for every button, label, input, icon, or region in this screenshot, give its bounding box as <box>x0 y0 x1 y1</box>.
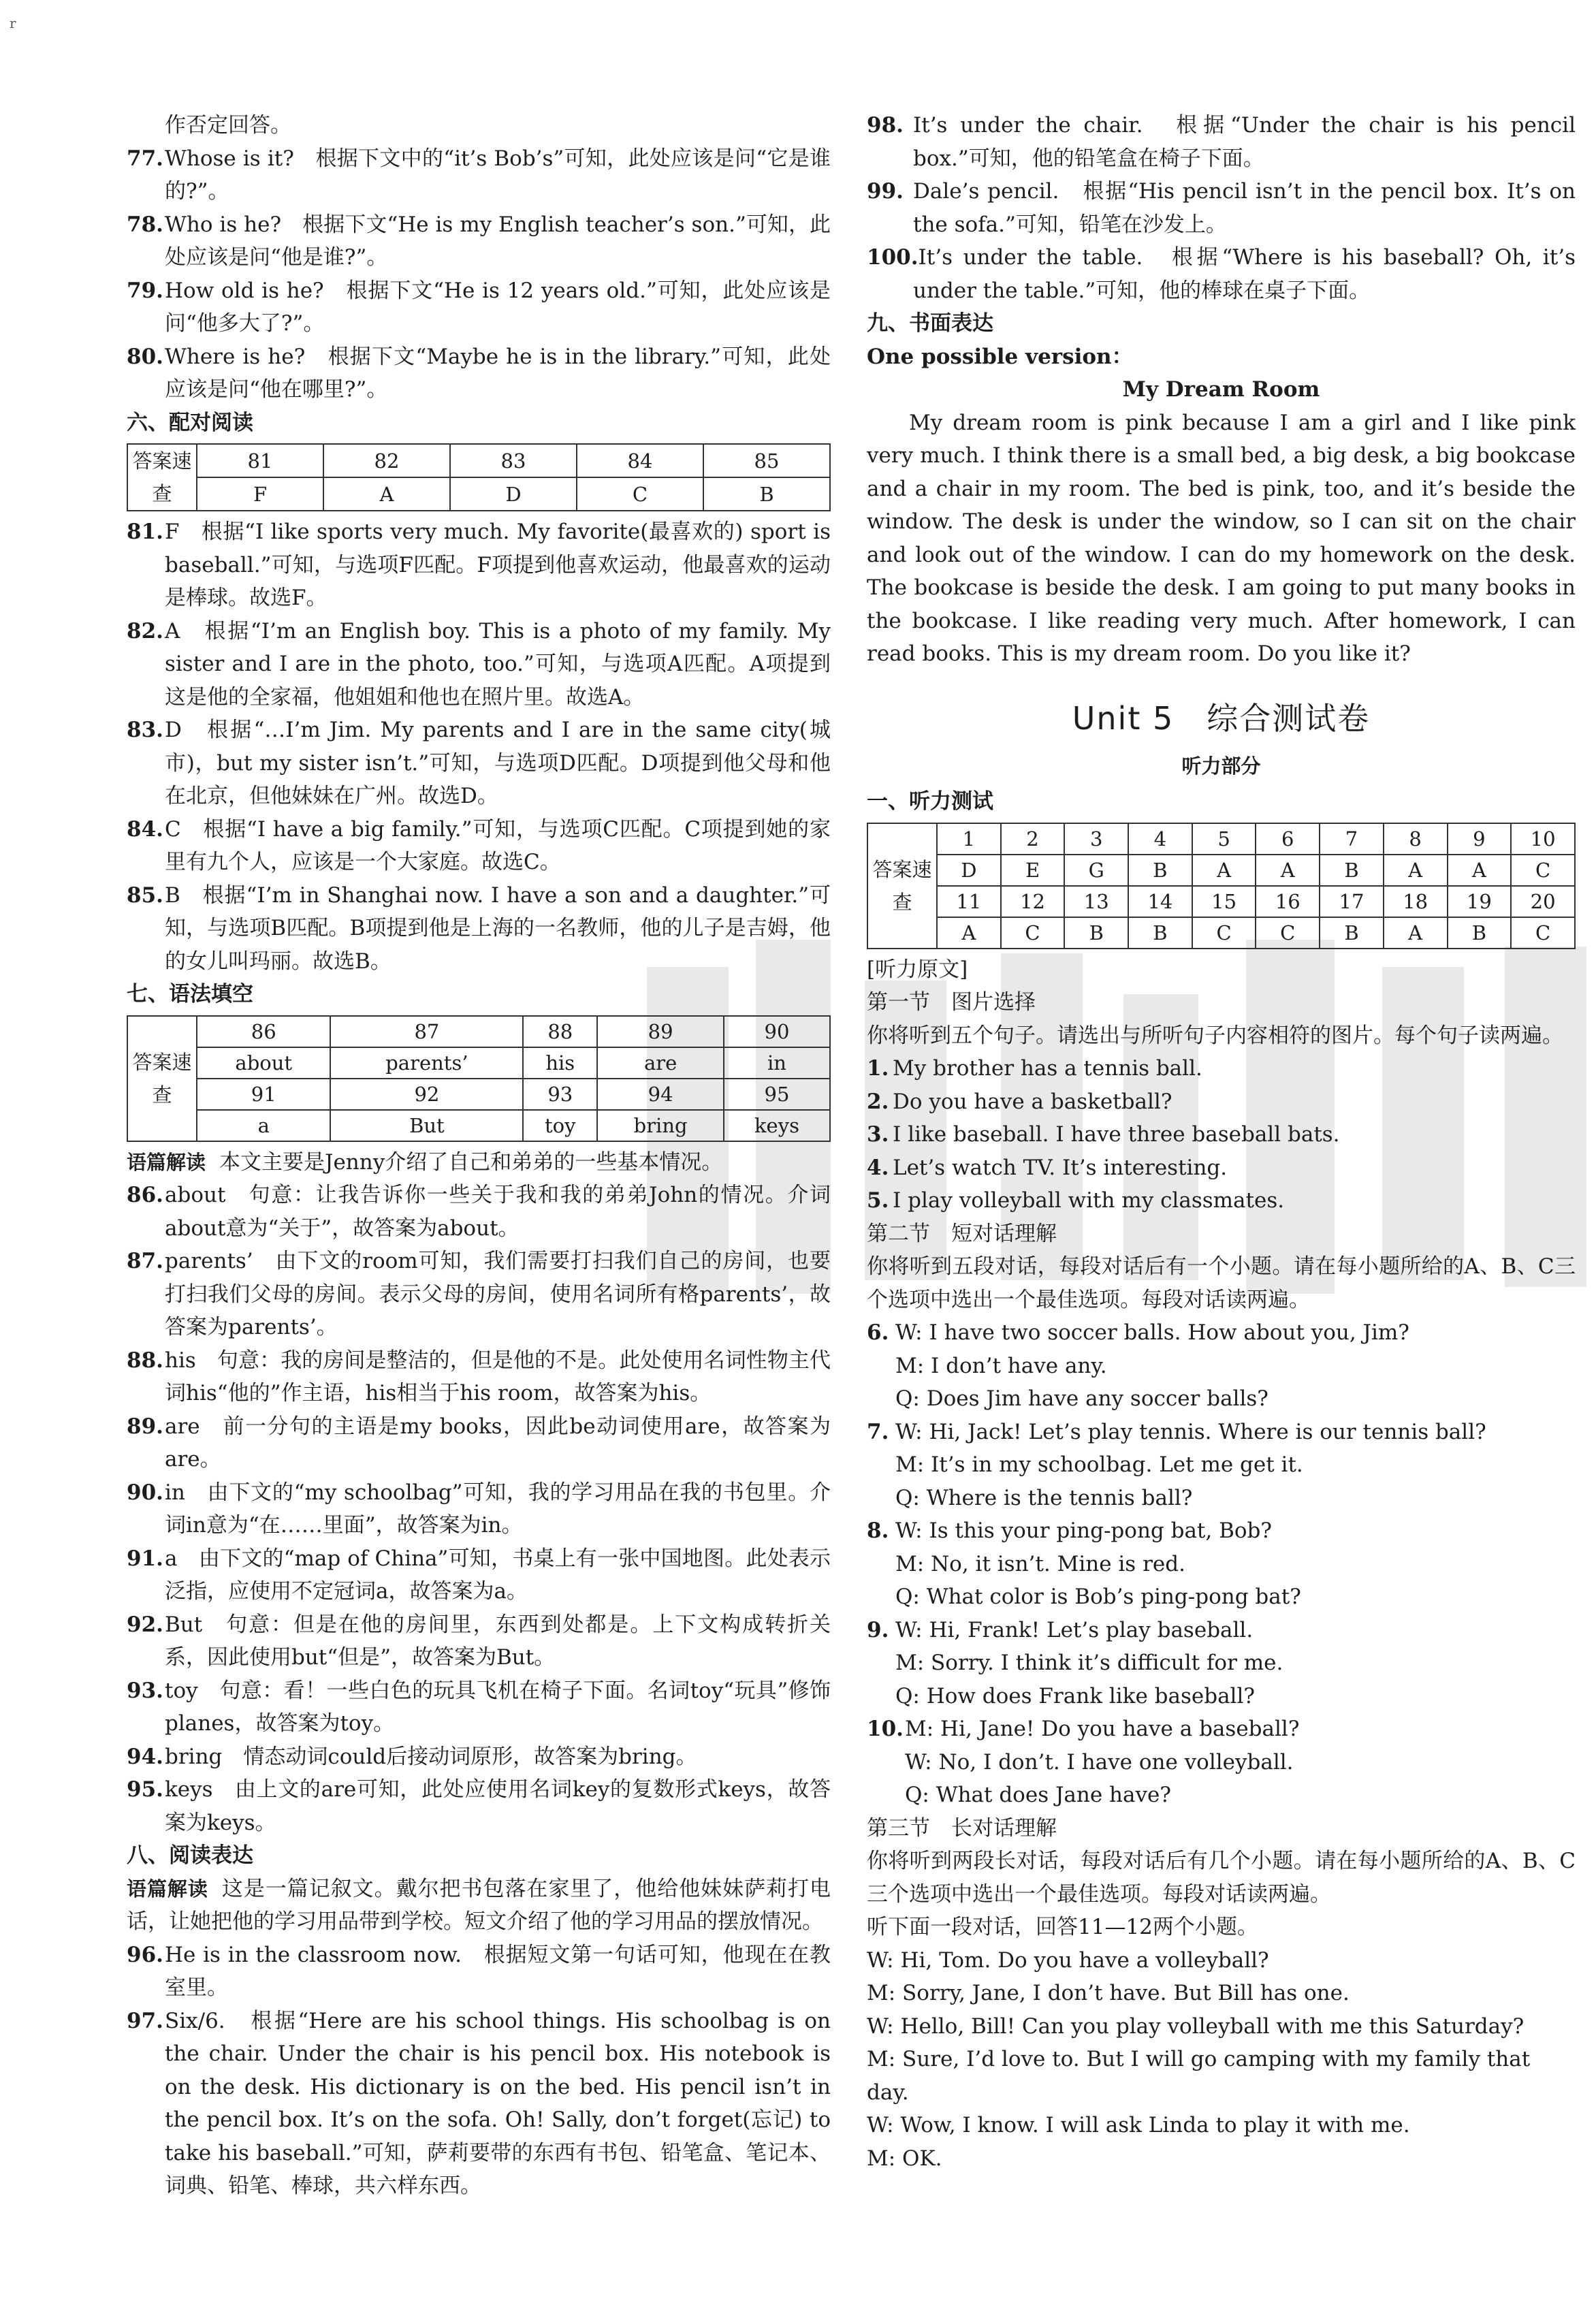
part3-dialog <box>867 1944 1576 2176</box>
item-number: 100. <box>867 245 919 270</box>
essay-text: My dream room is pink because I am a girl and I like pink very much. I think there is a small bed, a big desk, a big bookcase and a chair in my room. The bed is pink, too, and it’s beside the window. The desk is under the window, so I can sit on the chair and look out of the window. I can do my homework on the desk. The bookcase is beside the desk. I am going to put many books in the bookcase. I like reading very much. After homework, I can read books. This is my dream room. Do you like it? <box>867 410 1576 666</box>
list-item <box>127 1344 831 1410</box>
passage-summary-8 <box>127 1873 831 1939</box>
q77-80-list <box>127 142 831 407</box>
table-cell: B <box>1448 917 1512 949</box>
part2-instructions: 你将听到五段对话，每段对话后有一个小题。请在每小题所给的A、B、C三个选项中选出一个最佳选项。每段对话读两遍。 <box>867 1254 1576 1312</box>
table-cell: 13 <box>1064 886 1128 917</box>
item-number: 83. <box>127 718 163 742</box>
continued-text: 作否定回答。 <box>165 113 291 138</box>
table-cell: A <box>1384 917 1448 949</box>
item-text: keys 由上文的are可知，此处应使用名词key的复数形式keys，故答案为keys。 <box>165 1777 831 1835</box>
item-text: Whose is it? 根据下文中的“it’s Bob’s”可知，此处应该是问“它是谁的?”。 <box>165 146 831 204</box>
table-cell: keys <box>724 1110 830 1141</box>
dialog-line: Q: How does Frank like baseball? <box>895 1683 1255 1708</box>
q96-97-list <box>127 1939 831 2203</box>
table-cell: 17 <box>1320 886 1384 917</box>
passage-label: 语篇解读 <box>127 1877 208 1900</box>
item-text: are 前一分句的主语是my books，因此be动词使用are，故答案为are。 <box>165 1414 831 1472</box>
item-text: My brother has a tennis ball. <box>893 1056 1202 1081</box>
dialog-line: W: Wow, I know. I will ask Linda to play it with me. <box>867 2113 1410 2137</box>
answer-table-1 <box>867 823 1576 949</box>
dialog-line: Q: What does Jane have? <box>905 1783 1171 1807</box>
table-cell: in <box>724 1047 830 1079</box>
dialog-text: W: Hi, Jack! Let’s play tennis. Where is our tennis ball? <box>895 1419 1486 1444</box>
list-item <box>867 241 1576 307</box>
item-text: Do you have a basketball? <box>893 1089 1172 1114</box>
table-cell: 84 <box>577 444 703 477</box>
item-number: 2. <box>867 1089 889 1114</box>
table-cell: 11 <box>937 886 1001 917</box>
script-label: [听力原文] <box>867 957 968 982</box>
list-item <box>127 1476 831 1542</box>
item-text: F 根据“I like sports very much. My favorite(最喜欢的) sport is baseball.”可知，与选项F匹配。F项提到他喜欢运动，他最喜欢的运动是棒球。故选F。 <box>165 520 831 610</box>
list-item <box>867 1052 1576 1085</box>
table-cell: C <box>1001 917 1065 949</box>
table-cell: parents’ <box>330 1047 523 1079</box>
table-cell: B <box>1128 855 1192 886</box>
list-item <box>127 208 831 274</box>
part3-instructions: 你将听到两段长对话，每段对话后有几个小题。请在每小题所给的A、B、C三个选项中选出一个最佳选项。每段对话读两遍。 <box>867 1849 1576 1907</box>
section-title-9: 九、书面表达 <box>867 311 993 336</box>
section-title-6: 六、配对阅读 <box>127 410 253 435</box>
dialog-line: Q: Does Jim have any soccer balls? <box>895 1386 1268 1411</box>
table-cell: 89 <box>597 1016 724 1047</box>
item-number: 87. <box>127 1249 163 1273</box>
corner-mark: r <box>10 15 16 31</box>
table-cell: 86 <box>197 1016 330 1047</box>
item-text: Dale’s pencil. 根据“His pencil isn’t in the pencil box. It’s on the sofa.”可知，铅笔在沙发上。 <box>913 179 1576 237</box>
item-number: 10. <box>867 1717 904 1741</box>
part3-title: 第三节 长对话理解 <box>867 1815 1057 1841</box>
table-cell: A <box>1384 855 1448 886</box>
passage-label: 语篇解读 <box>127 1150 206 1174</box>
list-item <box>127 340 831 407</box>
dialog-line <box>867 1614 1576 1647</box>
list-item <box>127 2005 831 2203</box>
part2-dialogs <box>867 1316 1576 1812</box>
item-number: 81. <box>127 520 163 544</box>
table-cell: 94 <box>597 1079 724 1110</box>
item-number: 3. <box>867 1122 889 1147</box>
item-number: 5. <box>867 1188 889 1213</box>
item-text: D 根据“…I’m Jim. My parents and I are in the same city(城市)，but my sister isn’t.”可知，与选项D匹配。D项提到他父母和他在北京，但他妹妹在广州。故选D。 <box>165 718 831 808</box>
table-cell: A <box>1192 855 1256 886</box>
item-number: 99. <box>867 179 904 204</box>
table-cell: 14 <box>1128 886 1192 917</box>
table-cell: bring <box>597 1110 724 1141</box>
list-item <box>867 1118 1576 1151</box>
essay-title: My Dream Room <box>1122 377 1320 402</box>
table-cell: 7 <box>1320 823 1384 855</box>
table-cell: toy <box>523 1110 597 1141</box>
table-cell: 6 <box>1256 823 1320 855</box>
table-cell: 2 <box>1001 823 1065 855</box>
list-item <box>127 615 831 714</box>
unit-title: Unit 5 综合测试卷 <box>1072 699 1371 737</box>
passage-text: 这是一篇记叙文。戴尔把书包落在家里了，他给他妹妹萨莉打电话，让她把他的学习用品带到学校。短文介绍了他的学习用品的摆放情况。 <box>127 1876 831 1934</box>
item-number: 89. <box>127 1414 163 1439</box>
dialog-line: M: Sure, I’d love to. But I will go camping with my family that day. <box>867 2047 1531 2105</box>
list-item <box>127 1608 831 1674</box>
item-text: It’s under the chair. 根据“Under the chair is his pencil box.”可知，他的铅笔盒在椅子下面。 <box>913 113 1576 171</box>
dialog-text: W: Hi, Frank! Let’s play baseball. <box>895 1617 1254 1642</box>
list-item <box>127 1179 831 1245</box>
table-cell: 9 <box>1448 823 1512 855</box>
listening-part-title: 听力部分 <box>1181 754 1261 778</box>
table-cell: E <box>1001 855 1065 886</box>
item-number: 84. <box>127 816 163 842</box>
part1-instructions: 你将听到五个句子。请选出与所听句子内容相符的图片。每个句子读两遍。 <box>867 1023 1563 1048</box>
dialog <box>867 1416 1576 1515</box>
item-text: Where is he? 根据下文“Maybe he is in the library.”可知，此处应该是问“他在哪里?”。 <box>165 344 831 402</box>
table-header: 答案速查 <box>127 1016 197 1141</box>
right-column <box>867 109 1576 2175</box>
dialog-text: W: Is this your ping-pong bat, Bob? <box>895 1518 1273 1543</box>
table-cell: 85 <box>703 444 830 477</box>
item-number: 82. <box>127 618 163 643</box>
section-title-8: 八、阅读表达 <box>127 1843 253 1868</box>
q98-100-list <box>867 109 1576 307</box>
item-text: But 句意：但是在他的房间里，东西到处都是。上下文构成转折关系，因此使用but“但是”，故答案为But。 <box>165 1612 831 1670</box>
q86-95-list <box>127 1179 831 1839</box>
passage-summary-7 <box>127 1146 831 1179</box>
table-cell: 18 <box>1384 886 1448 917</box>
possible-version-label: One possible version： <box>867 344 1133 369</box>
table-cell: B <box>1320 917 1384 949</box>
dialog-line: Q: What color is Bob’s ping-pong bat? <box>895 1585 1301 1609</box>
list-item <box>127 1542 831 1608</box>
list-item <box>127 1410 831 1476</box>
item-number: 96. <box>127 1942 163 1967</box>
dialog-line: M: Sorry, Jane, I don’t have. But Bill has one. <box>867 1981 1350 2005</box>
table-cell: D <box>450 477 577 511</box>
table-cell: 95 <box>724 1079 830 1110</box>
dialog-line: M: I don’t have any. <box>895 1353 1107 1378</box>
item-text: C 根据“I have a big family.”可知，与选项C匹配。C项提到她的家里有九个人，应该是一个大家庭。故选C。 <box>165 816 831 874</box>
item-text: How old is he? 根据下文“He is 12 years old.”可知，此处应该是问“他多大了?”。 <box>165 278 831 336</box>
dialog-line: W: Hello, Bill! Can you play volleyball with me this Saturday? <box>867 2014 1525 2039</box>
table-cell: A <box>1448 855 1512 886</box>
list-item <box>127 879 831 979</box>
table-cell: G <box>1064 855 1128 886</box>
item-number: 93. <box>127 1678 163 1703</box>
table-cell: 91 <box>197 1079 330 1110</box>
item-number: 98. <box>867 113 904 138</box>
q81-85-list <box>127 515 831 978</box>
table-cell: 81 <box>197 444 323 477</box>
item-text: Six/6. 根据“Here are his school things. His schoolbag is on the chair. Under the chair is his pencil box. His notebook is on the desk. His dictionary is on the bed. His pencil isn’t in the pencil box. It’s on the sofa. Oh! Sally, don’t forget(忘记) to take his baseball.”可知，萨莉要带的东西有书包、铅笔盒、笔记本、词典、铅笔、棒球，共六样东西。 <box>165 2008 831 2198</box>
list-item <box>127 142 831 208</box>
answer-table-7 <box>127 1015 831 1142</box>
item-text: about 句意：让我告诉你一些关于我和我的弟弟John的情况。介词about意为“关于”，故答案为about。 <box>165 1183 831 1241</box>
part1-list <box>867 1052 1576 1218</box>
item-number: 95. <box>127 1777 163 1802</box>
dialog-text: M: Hi, Jane! Do you have a baseball? <box>905 1717 1300 1741</box>
answer-table-6 <box>127 443 831 511</box>
table-cell: B <box>1064 917 1128 949</box>
item-text: I play volleyball with my classmates. <box>893 1188 1285 1213</box>
item-text: B 根据“I’m in Shanghai now. I have a son and a daughter.”可知，与选项B匹配。B项提到他是上海的一名教师，他的儿子是吉姆，他的女儿叫玛丽。故选B。 <box>165 882 831 974</box>
table-cell: 8 <box>1384 823 1448 855</box>
dialog <box>867 1614 1576 1713</box>
item-number: 97. <box>127 2008 163 2033</box>
table-cell: C <box>1256 917 1320 949</box>
list-item <box>127 813 831 879</box>
item-number: 94. <box>127 1744 163 1769</box>
part3-subinstruction: 听下面一段对话，回答11—12两个小题。 <box>867 1915 1258 1939</box>
dialog-line: M: OK. <box>867 2146 942 2171</box>
item-number: 9. <box>867 1617 889 1642</box>
table-cell: F <box>197 477 323 511</box>
dialog-line: M: It’s in my schoolbag. Let me get it. <box>895 1452 1303 1477</box>
item-text: I like baseball. I have three baseball bats. <box>893 1122 1340 1147</box>
table-cell: a <box>197 1110 330 1141</box>
passage-text: 本文主要是Jenny介绍了自己和弟弟的一些基本情况。 <box>219 1149 723 1175</box>
item-text: Who is he? 根据下文“He is my English teacher’s son.”可知，此处应该是问“他是谁?”。 <box>165 212 831 270</box>
item-number: 85. <box>127 882 163 908</box>
list-item <box>127 1245 831 1344</box>
table-header: 答案速查 <box>867 823 937 949</box>
item-text: He is in the classroom now. 根据短文第一句话可知，他现在在教室里。 <box>165 1942 831 2000</box>
item-number: 91. <box>127 1546 163 1571</box>
dialog-line <box>867 1514 1576 1548</box>
item-text: bring 情态动词could后接动词原形，故答案为bring。 <box>165 1744 697 1769</box>
dialog-line <box>867 1316 1576 1350</box>
table-cell: 83 <box>450 444 577 477</box>
table-cell: 4 <box>1128 823 1192 855</box>
dialog-line <box>867 1713 1576 1746</box>
table-cell: 10 <box>1511 823 1575 855</box>
table-cell: 16 <box>1256 886 1320 917</box>
table-cell: C <box>1511 917 1575 949</box>
list-item <box>127 515 831 615</box>
dialog-line <box>867 1416 1576 1449</box>
item-text: It’s under the table. 根据“Where is his baseball? Oh, it’s under the table.”可知，他的棒球在桌子下面。 <box>913 245 1576 303</box>
table-cell: A <box>323 477 450 511</box>
item-number: 6. <box>867 1320 889 1345</box>
dialog-line: M: No, it isn’t. Mine is red. <box>895 1551 1185 1576</box>
table-cell: A <box>1256 855 1320 886</box>
item-number: 8. <box>867 1518 889 1543</box>
item-text: a 由下文的“map of China”可知，书桌上有一张中国地图。此处表示泛指，应使用不定冠词a，故答案为a。 <box>165 1546 831 1604</box>
table-cell: are <box>597 1047 724 1079</box>
list-item <box>127 1740 831 1774</box>
item-number: 78. <box>127 212 163 237</box>
table-cell: 93 <box>523 1079 597 1110</box>
table-cell: 20 <box>1511 886 1575 917</box>
item-number: 90. <box>127 1480 163 1505</box>
list-item <box>127 1674 831 1740</box>
item-text: parents’ 由下文的room可知，我们需要打扫我们自己的房间，也要打扫我们父母的房间。表示父母的房间，使用名词所有格parents’，故答案为parents’。 <box>165 1249 831 1339</box>
item-number: 92. <box>127 1612 163 1637</box>
section-title-7: 七、语法填空 <box>127 982 253 1006</box>
item-text: toy 句意：看！一些白色的玩具飞机在椅子下面。名词toy“玩具”修饰planes，故答案为toy。 <box>165 1678 831 1736</box>
item-number: 79. <box>127 278 163 303</box>
list-item <box>127 714 831 813</box>
item-text: his 句意：我的房间是整洁的，但是他的不是。此处使用名词性物主代词his“他的”作主语，his相当于his room，故答案为his。 <box>165 1348 831 1405</box>
list-item <box>867 175 1576 241</box>
item-text: Let’s watch TV. It’s interesting. <box>893 1155 1228 1180</box>
list-item <box>867 1085 1576 1119</box>
list-item <box>127 274 831 340</box>
table-cell: B <box>703 477 830 511</box>
item-number: 80. <box>127 344 163 369</box>
item-text: in 由下文的“my schoolbag”可知，我的学习用品在我的书包里。介词in意为“在……里面”，故答案为in。 <box>165 1480 831 1538</box>
dialog <box>867 1713 1576 1812</box>
section-title-1: 一、听力测试 <box>867 789 993 814</box>
table-cell: C <box>1192 917 1256 949</box>
table-cell: 3 <box>1064 823 1128 855</box>
item-number: 1. <box>867 1056 889 1081</box>
item-text: A 根据“I’m an English boy. This is a photo of my family. My sister and I are in the photo, too.”可知，与选项A匹配。A项提到这是他的全家福，他姐姐和他也在照片里。故选A。 <box>165 618 831 710</box>
table-cell: 87 <box>330 1016 523 1047</box>
table-header: 答案速查 <box>127 444 197 511</box>
table-cell: C <box>577 477 703 511</box>
list-item <box>867 109 1576 175</box>
dialog-line: Q: Where is the tennis ball? <box>895 1485 1193 1510</box>
dialog-line: W: No, I don’t. I have one volleyball. <box>905 1749 1294 1775</box>
table-cell: A <box>937 917 1001 949</box>
table-cell: 88 <box>523 1016 597 1047</box>
dialog-text: W: I have two soccer balls. How about you, Jim? <box>895 1320 1409 1345</box>
table-cell: 1 <box>937 823 1001 855</box>
item-number: 86. <box>127 1183 163 1207</box>
table-cell: But <box>330 1110 523 1141</box>
table-cell: D <box>937 855 1001 886</box>
dialog <box>867 1514 1576 1614</box>
item-number: 77. <box>127 146 163 171</box>
list-item <box>867 1184 1576 1218</box>
table-cell: C <box>1511 855 1575 886</box>
table-cell: about <box>197 1047 330 1079</box>
table-cell: 92 <box>330 1079 523 1110</box>
table-cell: 82 <box>323 444 450 477</box>
dialog-line: W: Hi, Tom. Do you have a volleyball? <box>867 1947 1269 1973</box>
list-item <box>127 1773 831 1839</box>
item-number: 7. <box>867 1419 889 1444</box>
list-item <box>127 1939 831 2005</box>
table-cell: 90 <box>724 1016 830 1047</box>
dialog-line: M: Sorry. I think it’s difficult for me. <box>895 1651 1283 1675</box>
list-item <box>867 1151 1576 1185</box>
table-cell: B <box>1128 917 1192 949</box>
table-cell: 15 <box>1192 886 1256 917</box>
table-cell: 19 <box>1448 886 1512 917</box>
item-number: 4. <box>867 1155 889 1180</box>
item-number: 88. <box>127 1348 163 1373</box>
part1-title: 第一节 图片选择 <box>867 990 1036 1015</box>
table-cell: B <box>1320 855 1384 886</box>
table-cell: his <box>523 1047 597 1079</box>
part2-title: 第二节 短对话理解 <box>867 1221 1057 1246</box>
table-cell: 12 <box>1001 886 1065 917</box>
table-cell: 5 <box>1192 823 1256 855</box>
dialog <box>867 1316 1576 1416</box>
left-column <box>127 109 831 2203</box>
